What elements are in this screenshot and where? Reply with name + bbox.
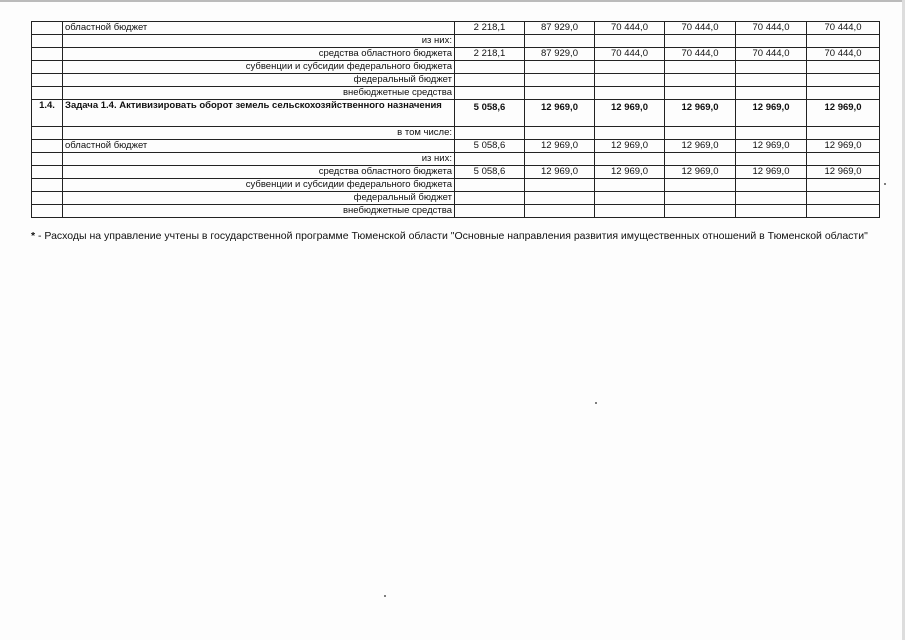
- value-cell: [736, 153, 807, 166]
- scan-speck: [384, 595, 386, 597]
- row-code-cell: [32, 48, 63, 61]
- value-cell: [665, 205, 736, 218]
- value-cell: 87 929,0: [525, 22, 595, 35]
- row-code-cell: [32, 166, 63, 179]
- row-code-cell: [32, 205, 63, 218]
- value-cell: [595, 87, 665, 100]
- row-code-cell: [32, 61, 63, 74]
- value-cell: [525, 179, 595, 192]
- value-cell: 12 969,0: [525, 166, 595, 179]
- row-label-cell: субвенции и субсидии федерального бюджета: [63, 179, 455, 192]
- value-cell: [665, 192, 736, 205]
- table-row: [32, 48, 880, 61]
- row-code-cell: [32, 192, 63, 205]
- value-cell: [807, 127, 880, 140]
- table-row: [32, 22, 880, 35]
- value-cell: [525, 192, 595, 205]
- value-cell: [665, 87, 736, 100]
- row-label-cell: средства областного бюджета: [63, 48, 455, 61]
- value-cell: [455, 153, 525, 166]
- value-cell: [807, 153, 880, 166]
- value-cell: [525, 127, 595, 140]
- value-cell: [595, 153, 665, 166]
- value-cell: 70 444,0: [807, 48, 880, 61]
- value-cell: [525, 153, 595, 166]
- value-cell: 12 969,0: [807, 100, 880, 127]
- row-label-cell: средства областного бюджета: [63, 166, 455, 179]
- row-label-cell: федеральный бюджет: [63, 192, 455, 205]
- value-cell: 70 444,0: [595, 22, 665, 35]
- row-code-cell: [32, 74, 63, 87]
- value-cell: 12 969,0: [665, 100, 736, 127]
- budget-table: [31, 21, 880, 218]
- value-cell: [525, 74, 595, 87]
- value-cell: [736, 179, 807, 192]
- value-cell: [807, 61, 880, 74]
- row-code-cell: [32, 179, 63, 192]
- value-cell: 70 444,0: [807, 22, 880, 35]
- value-cell: [455, 127, 525, 140]
- value-cell: 12 969,0: [807, 140, 880, 153]
- value-cell: [665, 35, 736, 48]
- row-code-cell: [32, 140, 63, 153]
- footnote: [31, 230, 868, 242]
- budget-table-body: [32, 22, 880, 218]
- value-cell: 5 058,6: [455, 140, 525, 153]
- value-cell: [665, 127, 736, 140]
- value-cell: [595, 74, 665, 87]
- value-cell: [736, 87, 807, 100]
- value-cell: 12 969,0: [525, 140, 595, 153]
- value-cell: [736, 192, 807, 205]
- value-cell: 2 218,1: [455, 22, 525, 35]
- value-cell: [736, 74, 807, 87]
- value-cell: [455, 74, 525, 87]
- row-label-cell: из них:: [63, 35, 455, 48]
- value-cell: [665, 61, 736, 74]
- value-cell: 12 969,0: [665, 166, 736, 179]
- value-cell: [807, 179, 880, 192]
- value-cell: [455, 179, 525, 192]
- scan-speck: [595, 402, 597, 404]
- value-cell: [665, 179, 736, 192]
- value-cell: [807, 192, 880, 205]
- row-code-cell: 1.4.: [32, 100, 63, 127]
- value-cell: 12 969,0: [807, 166, 880, 179]
- row-label-cell: внебюджетные средства: [63, 205, 455, 218]
- table-row: [32, 140, 880, 153]
- table-row: [32, 87, 880, 100]
- value-cell: [665, 153, 736, 166]
- row-code-cell: [32, 22, 63, 35]
- value-cell: [455, 35, 525, 48]
- value-cell: [595, 179, 665, 192]
- value-cell: 70 444,0: [665, 22, 736, 35]
- value-cell: 70 444,0: [665, 48, 736, 61]
- value-cell: 2 218,1: [455, 48, 525, 61]
- value-cell: [736, 35, 807, 48]
- value-cell: 12 969,0: [736, 100, 807, 127]
- value-cell: 12 969,0: [595, 140, 665, 153]
- row-label-cell: областной бюджет: [63, 140, 455, 153]
- value-cell: [807, 35, 880, 48]
- table-row: [32, 61, 880, 74]
- value-cell: 87 929,0: [525, 48, 595, 61]
- value-cell: [525, 61, 595, 74]
- task-row: [32, 100, 880, 127]
- value-cell: [807, 87, 880, 100]
- scan-edge-top: [0, 0, 905, 2]
- value-cell: 12 969,0: [736, 166, 807, 179]
- value-cell: 70 444,0: [736, 22, 807, 35]
- value-cell: [736, 61, 807, 74]
- row-label-cell: из них:: [63, 153, 455, 166]
- value-cell: 12 969,0: [525, 100, 595, 127]
- row-label-cell: субвенции и субсидии федерального бюджета: [63, 61, 455, 74]
- scan-speck: [884, 183, 886, 185]
- value-cell: 12 969,0: [595, 100, 665, 127]
- row-code-cell: [32, 127, 63, 140]
- value-cell: [595, 35, 665, 48]
- table-row: [32, 179, 880, 192]
- value-cell: [665, 74, 736, 87]
- value-cell: [595, 192, 665, 205]
- row-label-cell: областной бюджет: [63, 22, 455, 35]
- value-cell: [455, 205, 525, 218]
- row-label-cell: Задача 1.4. Активизировать оборот земель сельскохозяйственного назначения: [63, 100, 455, 127]
- row-label-cell: федеральный бюджет: [63, 74, 455, 87]
- table-row: [32, 205, 880, 218]
- row-code-cell: [32, 35, 63, 48]
- value-cell: 5 058,6: [455, 166, 525, 179]
- value-cell: [736, 127, 807, 140]
- table-row: [32, 166, 880, 179]
- value-cell: [595, 61, 665, 74]
- value-cell: [807, 205, 880, 218]
- value-cell: [455, 192, 525, 205]
- footnote-star: *: [31, 230, 36, 242]
- value-cell: 5 058,6: [455, 100, 525, 127]
- row-label-cell: внебюджетные средства: [63, 87, 455, 100]
- row-label-cell: в том числе:: [63, 127, 455, 140]
- value-cell: [807, 74, 880, 87]
- value-cell: [595, 127, 665, 140]
- value-cell: [455, 87, 525, 100]
- row-code-cell: [32, 153, 63, 166]
- value-cell: [525, 205, 595, 218]
- footnote-text: - Расходы на управление учтены в государственной программе Тюменской области "Основные направления развития имущественных отношений в Тюменской области": [35, 230, 868, 242]
- value-cell: [455, 61, 525, 74]
- value-cell: [525, 87, 595, 100]
- value-cell: [595, 205, 665, 218]
- value-cell: 12 969,0: [595, 166, 665, 179]
- value-cell: [525, 35, 595, 48]
- value-cell: 70 444,0: [736, 48, 807, 61]
- value-cell: 70 444,0: [595, 48, 665, 61]
- table-row: [32, 74, 880, 87]
- value-cell: 12 969,0: [736, 140, 807, 153]
- table-row: [32, 153, 880, 166]
- table-row: [32, 127, 880, 140]
- row-code-cell: [32, 87, 63, 100]
- table-row: [32, 35, 880, 48]
- value-cell: [736, 205, 807, 218]
- value-cell: 12 969,0: [665, 140, 736, 153]
- table-row: [32, 192, 880, 205]
